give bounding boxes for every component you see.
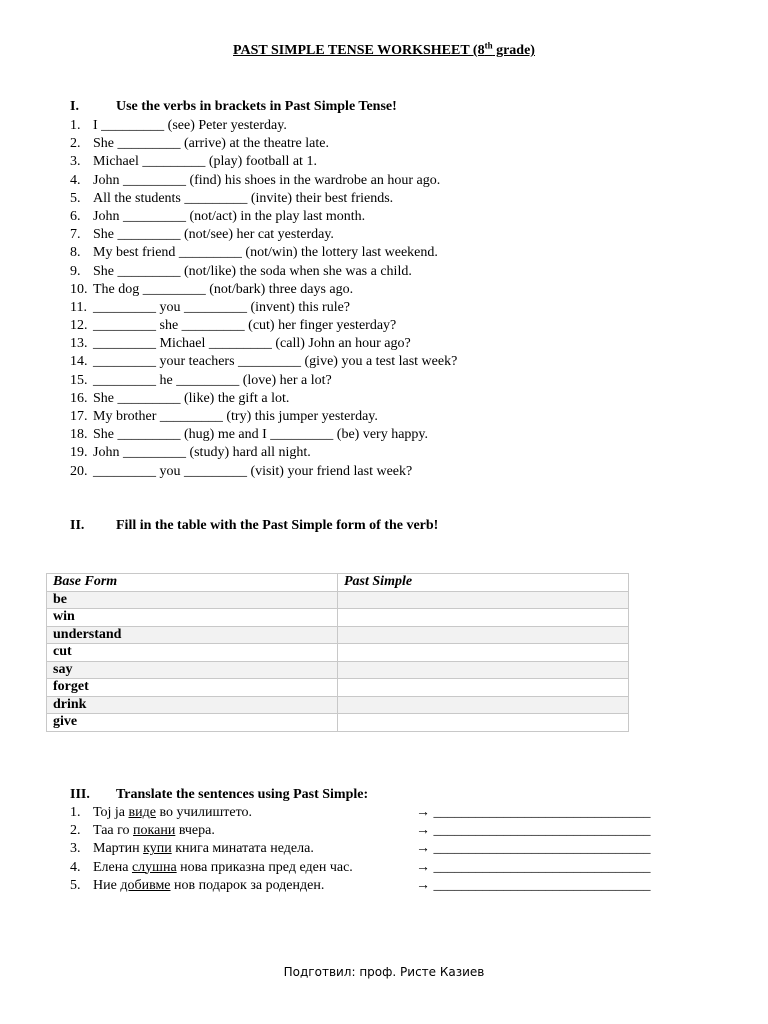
exercise-item (70, 299, 457, 317)
item-number: 2. (70, 823, 81, 839)
base-form-cell: say (47, 661, 338, 679)
exercise-item (70, 353, 457, 371)
item-number: 17. (70, 409, 88, 424)
table-row (47, 661, 629, 679)
item-number: 5. (70, 190, 81, 206)
sentence-text: Ние (93, 877, 121, 893)
answer-area (416, 877, 651, 895)
answer-area (416, 840, 651, 858)
past-simple-cell (338, 661, 629, 679)
exercise-item (70, 190, 457, 208)
item-text: John _________ (study) hard all night. (93, 445, 311, 461)
item-text: She _________ (arrive) at the theatre late. (93, 136, 329, 152)
item-number: 8. (70, 245, 81, 261)
section-1-heading: I. Use the verbs in brackets in Past Simple Tense! (70, 99, 397, 114)
exercise-item (70, 172, 457, 190)
exercise-item (70, 153, 457, 171)
item-number: 6. (70, 208, 81, 224)
exercise-item (70, 117, 457, 135)
past-simple-cell (338, 609, 629, 627)
arrow-icon: → (416, 823, 430, 839)
table-row (47, 644, 629, 662)
translation-item (70, 804, 651, 822)
past-simple-cell (338, 626, 629, 644)
exercise-item (70, 135, 457, 153)
table-row (47, 679, 629, 697)
answer-line: _______________________________ (433, 823, 651, 839)
exercise-item (70, 263, 457, 281)
item-number: 7. (70, 227, 81, 243)
base-form-cell: forget (47, 679, 338, 697)
item-number: 9. (70, 263, 81, 279)
item-number: 5. (70, 877, 81, 893)
table-row (47, 714, 629, 732)
item-text: The dog _________ (not/bark) three days ago. (93, 281, 354, 297)
verb-table (46, 573, 629, 732)
translation-item (70, 822, 651, 840)
item-text: My best friend _________ (not/win) the lottery last weekend. (93, 245, 438, 261)
table-header-base-form: Base Form (47, 574, 338, 592)
sentence-text: Елена (93, 859, 132, 875)
item-number: 1. (70, 805, 81, 820)
sentence-text: Таа го (93, 823, 134, 839)
underlined-verb: виде (128, 805, 156, 820)
item-number: 15. (70, 372, 88, 388)
item-number: 4. (70, 172, 81, 188)
exercise-item (70, 281, 457, 299)
section-2-heading: II. Fill in the table with the Past Simple form of the verb! (70, 518, 439, 533)
arrow-icon: → (416, 841, 430, 857)
sentence-text: вчера. (175, 823, 215, 839)
section-1-list (70, 117, 457, 481)
item-text: _________ your teachers _________ (give) you a test last week? (93, 354, 458, 370)
answer-area (416, 859, 651, 877)
answer-line: _______________________________ (433, 877, 651, 893)
base-form-cell: cut (47, 644, 338, 662)
exercise-item (70, 390, 457, 408)
table-row (47, 591, 629, 609)
exercise-item (70, 372, 457, 390)
item-number: 18. (70, 427, 88, 443)
answer-area (416, 822, 651, 840)
sentence-text: Тој ја (93, 805, 129, 820)
past-simple-cell (338, 644, 629, 662)
table-row (47, 696, 629, 714)
translation-item (70, 877, 651, 895)
underlined-verb: слушна (131, 859, 177, 875)
underlined-verb: купи (143, 841, 172, 857)
base-form-cell: drink (47, 696, 338, 714)
item-text: She _________ (hug) me and I _________ (be) very happy. (93, 427, 429, 443)
answer-area (416, 804, 651, 822)
sentence-text: Мартин (93, 841, 144, 857)
item-text: John _________ (not/act) in the play last month. (93, 208, 366, 224)
item-number: 1. (70, 118, 81, 133)
exercise-item (70, 335, 457, 353)
section-3-list (70, 804, 651, 895)
item-number: 10. (70, 281, 88, 297)
item-number: 13. (70, 336, 88, 352)
item-text: She _________ (not/like) the soda when she was a child. (93, 263, 412, 279)
sentence-text: нов подарок за роденден. (170, 877, 325, 893)
item-text: _________ Michael _________ (call) John an hour ago? (93, 336, 411, 352)
sentence-text: книга минатата недела. (171, 841, 314, 857)
table-header-past-simple: Past Simple (338, 574, 629, 592)
exercise-item (70, 317, 457, 335)
exercise-item (70, 226, 457, 244)
past-simple-cell (338, 714, 629, 732)
item-number: 3. (70, 841, 81, 857)
item-text: _________ you _________ (visit) your friend last week? (93, 463, 413, 479)
item-text: I _________ (see) Peter yesterday. (93, 118, 287, 133)
sentence-text: нова приказна пред еден час. (176, 859, 353, 875)
item-number: 3. (70, 154, 81, 170)
past-simple-cell (338, 696, 629, 714)
base-form-cell: be (47, 591, 338, 609)
item-number: 16. (70, 390, 88, 406)
item-number: 19. (70, 445, 88, 461)
exercise-item (70, 463, 457, 481)
item-text: John _________ (find) his shoes in the wardrobe an hour ago. (93, 172, 441, 188)
item-number: 4. (70, 859, 81, 875)
item-number: 12. (70, 318, 88, 334)
past-simple-cell (338, 679, 629, 697)
item-text: She _________ (not/see) her cat yesterday. (93, 227, 334, 243)
item-number: 20. (70, 463, 88, 479)
item-text: Michael _________ (play) football at 1. (93, 154, 317, 170)
worksheet-title: PAST SIMPLE TENSE WORKSHEET (8th grade) (233, 40, 535, 58)
underlined-verb: покани (133, 823, 176, 839)
exercise-item (70, 408, 457, 426)
answer-line: _______________________________ (433, 859, 651, 875)
arrow-icon: → (416, 877, 430, 893)
item-text: My brother _________ (try) this jumper yesterday. (93, 409, 378, 424)
sentence-text: во училиштето. (155, 805, 253, 820)
base-form-cell: give (47, 714, 338, 732)
base-form-cell: understand (47, 626, 338, 644)
underlined-verb: добивме (120, 877, 171, 893)
exercise-item (70, 208, 457, 226)
arrow-icon: → (416, 805, 430, 820)
translation-item (70, 859, 651, 877)
item-number: 11. (70, 299, 87, 315)
answer-line: _______________________________ (433, 805, 651, 820)
exercise-item (70, 244, 457, 262)
footer-author: Подготвил: проф. Ристе Казиев (283, 965, 485, 979)
translation-item (70, 840, 651, 858)
item-text: She _________ (like) the gift a lot. (93, 390, 290, 406)
item-text: All the students _________ (invite) their best friends. (93, 190, 394, 206)
answer-line: _______________________________ (433, 841, 651, 857)
item-number: 2. (70, 136, 81, 152)
table-row (47, 626, 629, 644)
item-text: _________ you _________ (invent) this rule? (93, 299, 351, 315)
item-number: 14. (70, 354, 88, 370)
base-form-cell: win (47, 609, 338, 627)
item-text: _________ she _________ (cut) her finger yesterday? (93, 318, 397, 334)
arrow-icon: → (416, 859, 430, 875)
item-text: _________ he _________ (love) her a lot? (93, 372, 332, 388)
exercise-item (70, 444, 457, 462)
past-simple-cell (338, 591, 629, 609)
exercise-item (70, 426, 457, 444)
table-row (47, 609, 629, 627)
section-3-heading: III. Translate the sentences using Past Simple: (70, 787, 369, 802)
